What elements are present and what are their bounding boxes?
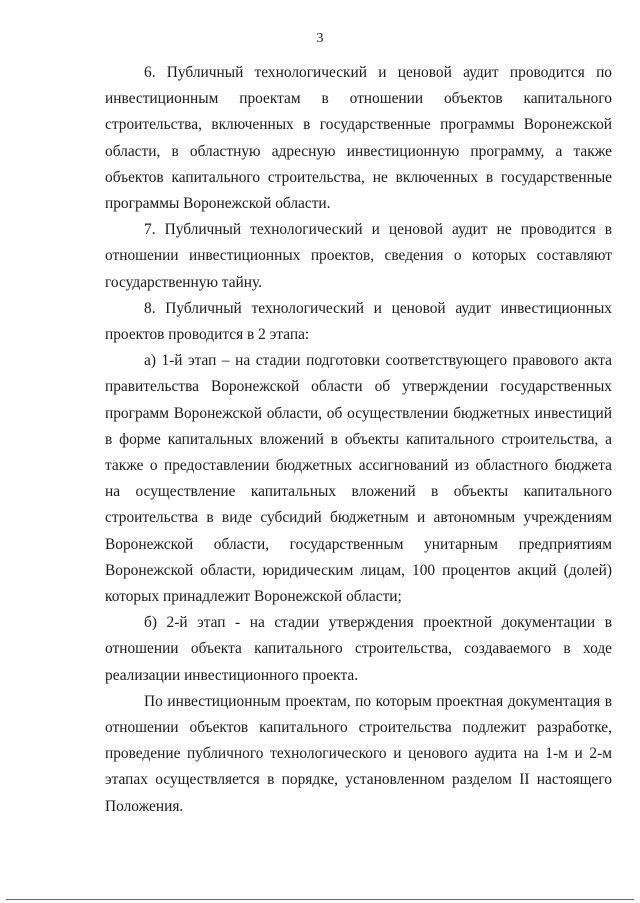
- page-bottom-edge: [6, 899, 634, 900]
- document-body: [105, 60, 612, 820]
- paragraph-item-7: 7. Публичный технологический и ценовой аудит не проводится в отношении инвестиционных проектов, сведения о которых составляют государственную тайну.: [105, 221, 612, 291]
- page-number: 3: [316, 31, 324, 46]
- paragraph-item-8: 8. Публичный технологический и ценовой аудит инвестиционных проектов проводится в 2 этапа:: [105, 299, 612, 344]
- paragraph-item-8a: а) 1-й этап – на стадии подготовки соответствующего правового акта правительства Воронежской области об утверждении государственных программ Воронежской области, об осуществлении бюджетных инвестиций в форме капитальных вложений в объекты капитального строительства, а также о предоставлении бюджетных ассигнований из областного бюджета на осуществление капитальных вложений в объекты капитального строительства в виде субсидий бюджетным и автономным учреждениям Воронежской области, государственным унитарным предприятиям Воронежской области, юридическим лицам, 100 процентов акций (долей) которых принадлежит Воронежской области;: [105, 352, 612, 606]
- paragraph-final: По инвестиционным проектам, по которым проектная документация в отношении объектов капитального строительства подлежит разработке, проведение публичного технологического и ценового аудита на 1-м и 2-м этапах осуществляется в порядке, установленном разделом II настоящего Положения.: [105, 692, 612, 815]
- paragraph-item-6: 6. Публичный технологический и ценовой аудит проводится по инвестиционным проектам в отношении объектов капитального строительства, включенных в государственные программы Воронежской области, в областную адресную инвестиционную программу, а также объектов капитального строительства, не включенных в государственные программы Воронежской области.: [105, 64, 612, 213]
- paragraph-item-8b: б) 2-й этап - на стадии утверждения проектной документации в отношении объекта капитального строительства, создаваемого в ходе реализации инвестиционного проекта.: [105, 614, 612, 684]
